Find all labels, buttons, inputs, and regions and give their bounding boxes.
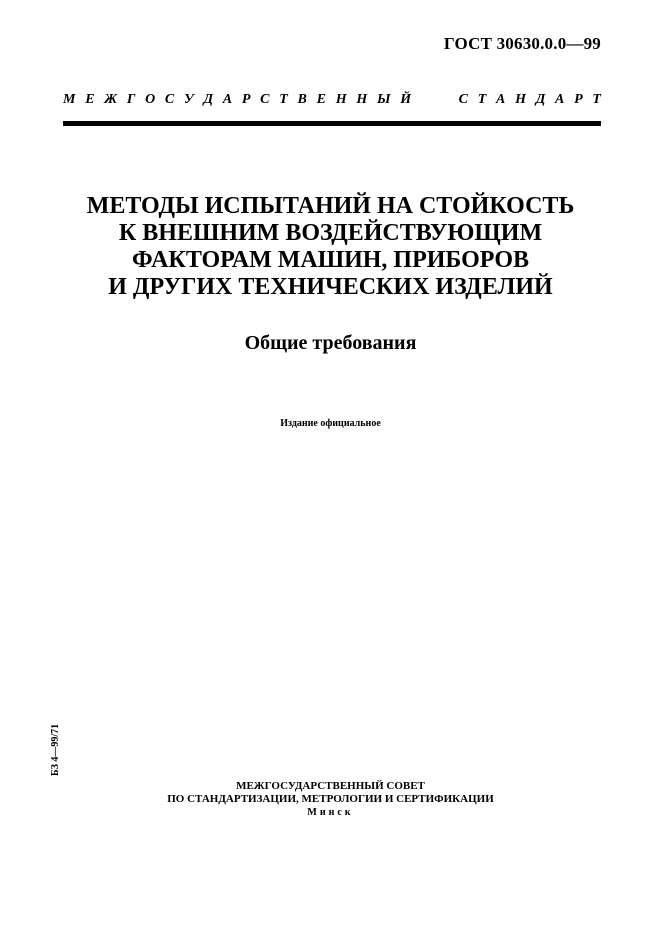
standard-type-letter: Й xyxy=(400,92,412,107)
standard-type-letter: Н xyxy=(356,92,368,107)
standard-type-letter: М xyxy=(63,92,76,107)
standard-type-letter: В xyxy=(297,92,307,107)
title-line-1: МЕТОДЫ ИСПЫТАНИЙ НА СТОЙКОСТЬ xyxy=(86,193,575,219)
publisher-line-1: МЕЖГОСУДАРСТВЕННЫЙ СОВЕТ xyxy=(236,780,425,792)
standard-type-letter: Н xyxy=(515,92,526,107)
word-gap xyxy=(421,92,449,108)
document-subtitle: Общие требования xyxy=(244,332,417,354)
standard-type-letter: О xyxy=(145,92,156,107)
document-title xyxy=(40,193,621,301)
title-line-4: И ДРУГИХ ТЕХНИЧЕСКИХ ИЗДЕЛИЙ xyxy=(108,274,553,300)
standard-type-letter: А xyxy=(555,92,565,107)
standard-type-letter: Т xyxy=(477,92,487,107)
standard-type-letter: Ы xyxy=(376,92,391,107)
standard-type-letter: Н xyxy=(335,92,347,107)
header-rule xyxy=(63,121,601,126)
standard-type-letter: Т xyxy=(279,92,288,107)
standard-type-letter: Е xyxy=(85,92,95,107)
standard-type-letter: Е xyxy=(316,92,326,107)
standard-type-letter: А xyxy=(496,92,506,107)
standard-type-letter: С xyxy=(260,92,270,107)
standard-type-letter: Д xyxy=(203,92,214,107)
standard-type-letter: Д xyxy=(535,92,546,107)
standard-type-letter: С xyxy=(164,92,175,107)
title-line-3: ФАКТОРАМ МАШИН, ПРИБОРОВ xyxy=(131,247,529,273)
publisher-city: Минск xyxy=(307,807,354,818)
title-line-2: К ВНЕШНИМ ВОЗДЕЙСТВУЮЩИМ xyxy=(118,220,543,246)
standard-type-letter: Ж xyxy=(104,92,118,107)
standard-type-letter: Г xyxy=(126,92,136,107)
standard-type-letter: А xyxy=(222,92,233,107)
standard-type-heading xyxy=(63,92,601,108)
document-number: ГОСТ 30630.0.0—99 xyxy=(443,34,601,53)
standard-type-letter: С xyxy=(458,92,468,107)
edition-note: Издание официальное xyxy=(280,418,381,429)
publisher-block xyxy=(40,780,621,819)
standard-type-letter: У xyxy=(184,92,194,107)
publisher-line-2: ПО СТАНДАРТИЗАЦИИ, МЕТРОЛОГИИ И СЕРТИФИКАЦИИ xyxy=(167,793,494,805)
standard-type-letter: Р xyxy=(241,92,251,107)
standard-type-letter: Т xyxy=(592,92,601,107)
standard-type-letter: Р xyxy=(574,92,583,107)
side-code: БЗ 4—99/71 xyxy=(50,723,61,776)
